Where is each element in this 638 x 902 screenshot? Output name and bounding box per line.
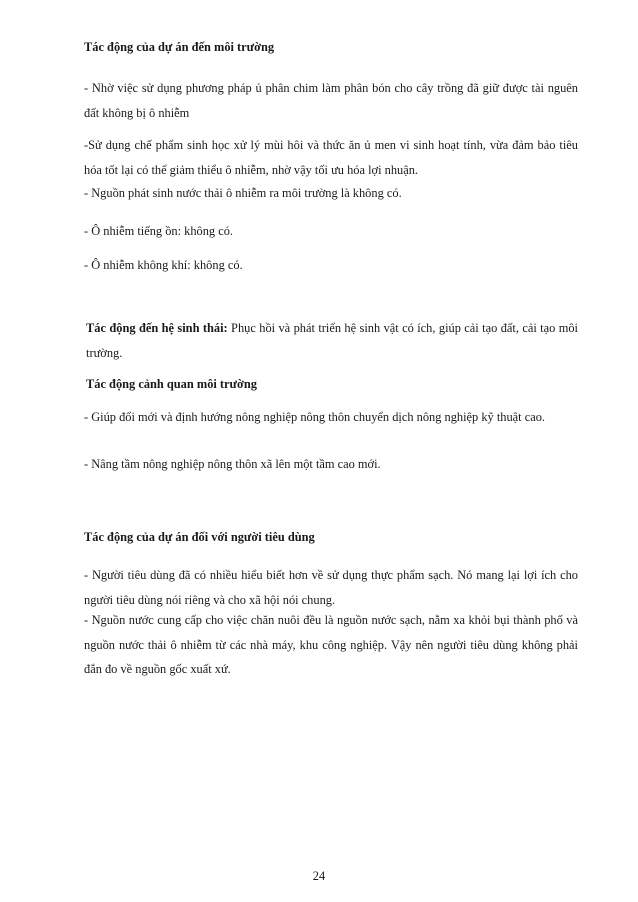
landscape-item-elevate: - Nâng tầm nông nghiệp nông thôn xã lên một tầm cao mới. — [84, 457, 381, 471]
heading-consumer-impact: Tác động của dự án đối với người tiêu dùng — [84, 530, 315, 544]
env-item-probiotics: -Sử dụng chế phẩm sinh học xử lý mùi hôi và thức ăn ủ men vi sinh hoạt tính, vừa đảm bảo tiêu hóa tốt lại có thể giảm thiểu ô nhiễm, nhờ vậy tối ưu hóa lợi nhuận. — [84, 138, 578, 177]
heading-landscape-impact: Tác động cảnh quan môi trường — [86, 377, 257, 391]
env-item-air: - Ô nhiễm không khí: không có. — [84, 258, 243, 272]
ecosystem-paragraph — [86, 316, 578, 365]
heading-environment-impact: Tác động của dự án đến môi trường — [84, 40, 275, 54]
ecosystem-lead: Tác động đến hệ sinh thái: — [86, 321, 228, 335]
env-item-noise: - Ô nhiễm tiếng ồn: không có. — [84, 224, 234, 238]
consumer-item-clean-water: - Nguồn nước cung cấp cho việc chăn nuôi đều là nguồn nước sạch, nằm xa khỏi bụi thành phố và nguồn nước thải ô nhiễm từ các nhà máy, khu công nghiệp. Vậy nên người tiêu dùng không phải đắn đo về nguồn gốc xuất xứ. — [84, 613, 578, 676]
env-item-compost: - Nhờ việc sử dụng phương pháp ủ phân chim làm phân bón cho cây trồng đã giữ được tài nguên đất không bị ô nhiễm — [84, 81, 578, 120]
ecosystem-text: Phục hồi và phát triển hệ sinh vật có ích, giúp cải tạo đất, cải tạo môi trường. — [86, 321, 578, 360]
landscape-item-innovation: - Giúp đổi mới và định hướng nông nghiệp nông thôn chuyển dịch nông nghiệp kỹ thuật cao. — [84, 410, 546, 424]
env-item-wastewater: - Nguồn phát sinh nước thải ô nhiễm ra môi trường là không có. — [84, 186, 402, 200]
consumer-item-knowledge: - Người tiêu dùng đã có nhiều hiểu biết hơn về sử dụng thực phẩm sạch. Nó mang lại lợi ích cho người tiêu dùng nói riêng và cho xã hội nói chung. — [84, 568, 578, 607]
page-number: 24 — [312, 869, 326, 883]
